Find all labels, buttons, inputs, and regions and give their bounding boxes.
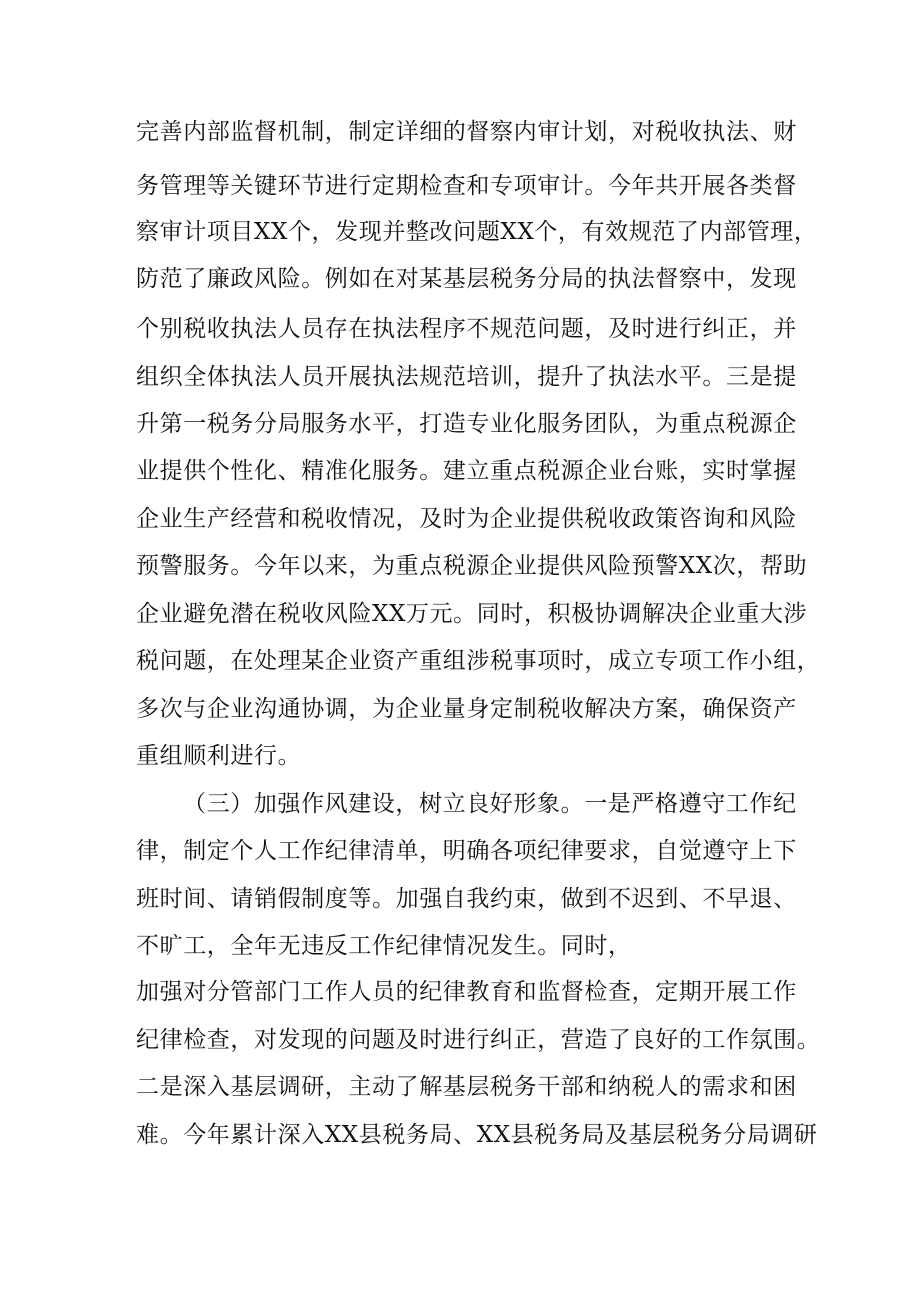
text-line: 升第一税务分局服务水平，打造专业化服务团队，为重点税源企	[136, 411, 797, 437]
section-heading-line: （三）加强作风建设，树立良好形象。一是严格遵守工作纪	[183, 791, 797, 817]
text-line: 多次与企业沟通协调，为企业量身定制税收解决方案，确保资产	[136, 696, 797, 722]
text-line: 业提供个性化、精准化服务。建立重点税源企业台账，实时掌握	[136, 458, 797, 484]
text-line: 预警服务。今年以来，为重点税源企业提供风险预警XX次，帮助	[136, 553, 808, 579]
text-line: 企业避免潜在税收风险XX万元。同时，积极协调解决企业重大涉	[136, 601, 808, 627]
text-line: 加强对分管部门工作人员的纪律教育和监督检查，定期开展工作	[136, 979, 797, 1005]
text-line: 完善内部监督机制，制定详细的督察内审计划，对税收执法、财	[136, 119, 797, 145]
text-line: 重组顺利进行。	[136, 743, 302, 769]
text-line: 律，制定个人工作纪律清单，明确各项纪律要求，自觉遵守上下	[136, 838, 797, 864]
text-line: 难。今年累计深入XX县税务局、XX县税务局及基层税务分局调研	[136, 1122, 818, 1148]
text-line: 班时间、请销假制度等。加强自我约束，做到不迟到、不早退、	[136, 886, 797, 912]
text-line: 组织全体执法人员开展执法规范培训，提升了执法水平。三是提	[136, 364, 797, 390]
text-line: 察审计项目XX个，发现并整改问题XX个，有效规范了内部管理，	[136, 219, 818, 245]
text-line: 企业生产经营和税收情况，及时为企业提供税收政策咨询和风险	[136, 506, 797, 532]
text-line: 税问题，在处理某企业资产重组涉税事项时，成立专项工作小组，	[136, 648, 821, 674]
text-line: 防范了廉政风险。例如在对某基层税务分局的执法督察中，发现	[136, 266, 797, 292]
text-line: 纪律检查，对发现的问题及时进行纠正，营造了良好的工作氛围。	[136, 1027, 821, 1053]
text-line: 个别税收执法人员存在执法程序不规范问题，及时进行纠正，并	[136, 316, 797, 342]
text-line: 务管理等关键环节进行定期检查和专项审计。今年共开展各类督	[136, 173, 797, 199]
text-line: 不旷工，全年无违反工作纪律情况发生。同时，	[136, 933, 632, 959]
text-line: 二是深入基层调研，主动了解基层税务干部和纳税人的需求和困	[136, 1074, 797, 1100]
